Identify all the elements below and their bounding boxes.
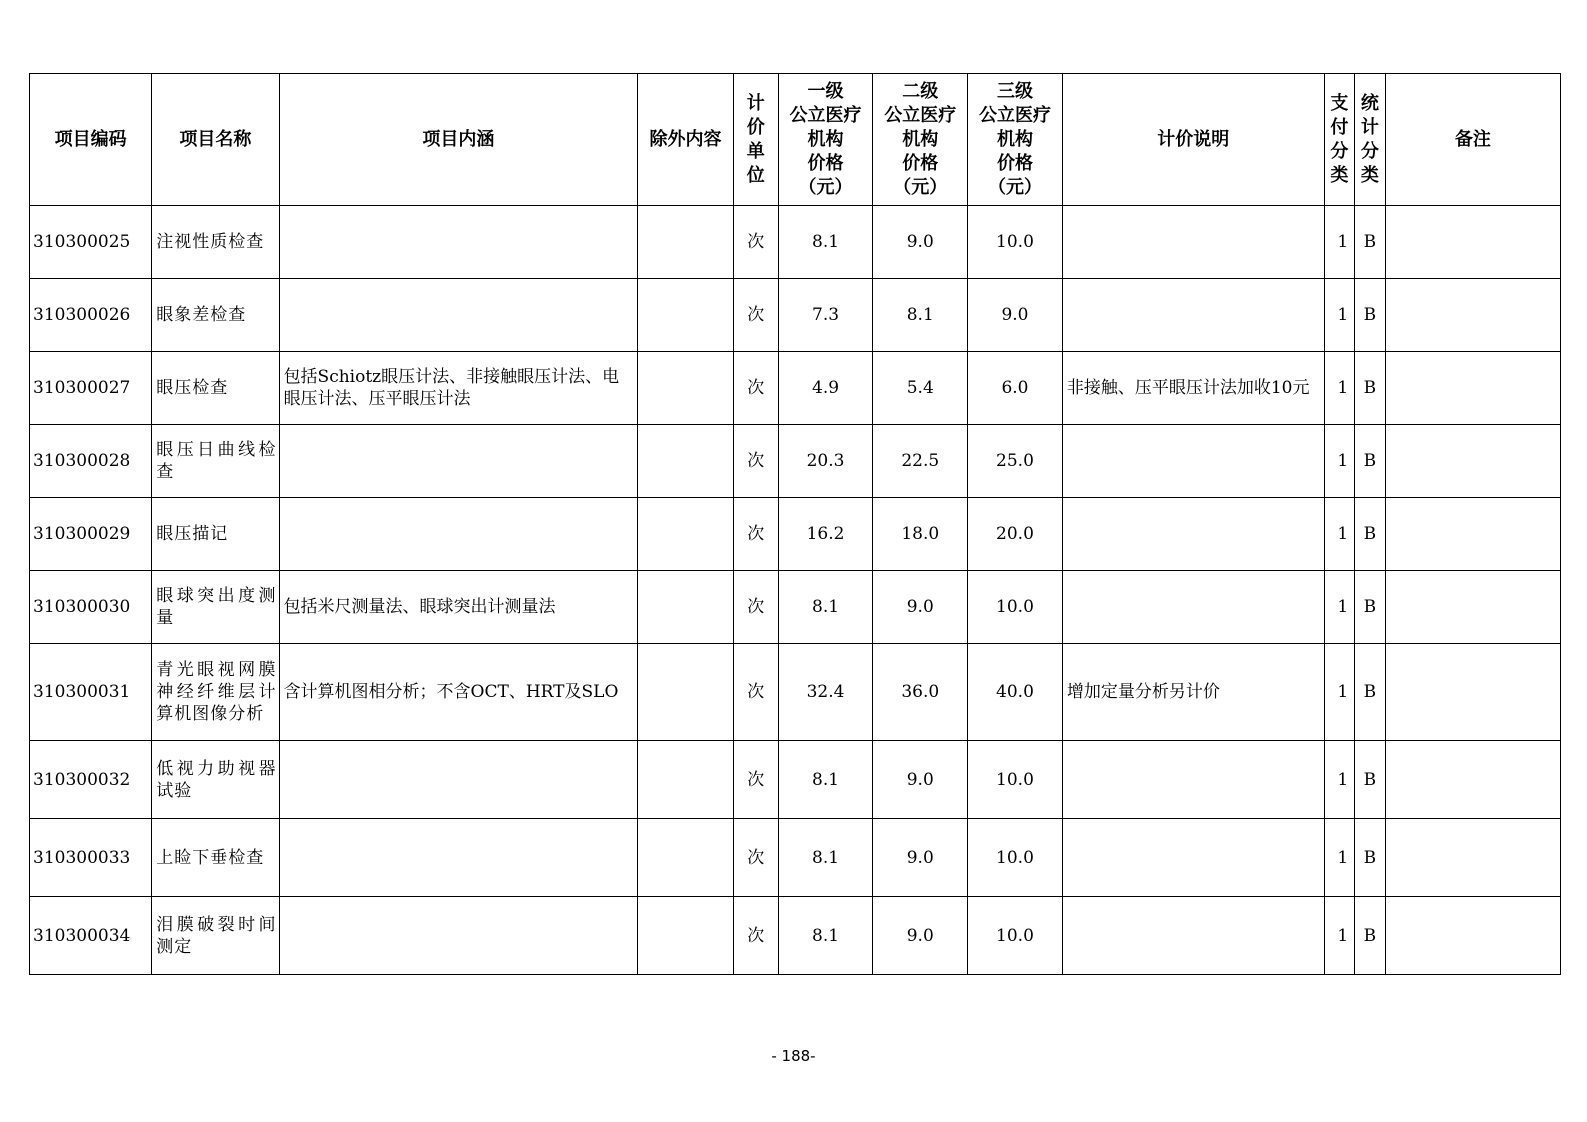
cell-code: 310300026	[30, 279, 152, 352]
cell-content	[279, 279, 638, 352]
cell-content: 包括Schiotz眼压计法、非接触眼压计法、电眼压计法、压平眼压计法	[279, 352, 638, 425]
cell-price-level1: 8.1	[778, 206, 873, 279]
cell-pay-class: 1	[1324, 819, 1355, 897]
cell-stat-class: B	[1355, 819, 1386, 897]
cell-pay-class: 1	[1324, 279, 1355, 352]
cell-content	[279, 425, 638, 498]
cell-stat-class: B	[1355, 741, 1386, 819]
cell-price-level2: 9.0	[873, 897, 968, 975]
table-row	[30, 644, 1561, 741]
cell-code: 310300033	[30, 819, 152, 897]
header-price-level2: 二级 公立医疗 机构 价格 （元）	[873, 74, 968, 206]
cell-content	[279, 819, 638, 897]
price-table	[29, 73, 1561, 975]
cell-excluded	[638, 644, 734, 741]
header-excluded: 除外内容	[638, 74, 734, 206]
cell-stat-class: B	[1355, 279, 1386, 352]
cell-pricing-note	[1062, 425, 1324, 498]
header-code: 项目编码	[30, 74, 152, 206]
table-row	[30, 279, 1561, 352]
cell-price-level3: 10.0	[968, 741, 1063, 819]
cell-pay-class: 1	[1324, 425, 1355, 498]
cell-price-level3: 20.0	[968, 498, 1063, 571]
cell-excluded	[638, 352, 734, 425]
cell-excluded	[638, 741, 734, 819]
table-row	[30, 206, 1561, 279]
header-content: 项目内涵	[279, 74, 638, 206]
cell-price-level1: 8.1	[778, 897, 873, 975]
cell-price-level1: 8.1	[778, 741, 873, 819]
cell-code: 310300030	[30, 571, 152, 644]
cell-remarks	[1385, 819, 1560, 897]
cell-price-level3: 9.0	[968, 279, 1063, 352]
cell-content	[279, 741, 638, 819]
header-pay-class: 支 付 分 类	[1324, 74, 1355, 206]
cell-price-level1: 32.4	[778, 644, 873, 741]
cell-stat-class: B	[1355, 644, 1386, 741]
cell-pricing-note	[1062, 498, 1324, 571]
cell-price-level2: 22.5	[873, 425, 968, 498]
cell-pricing-note	[1062, 741, 1324, 819]
cell-remarks	[1385, 644, 1560, 741]
cell-remarks	[1385, 206, 1560, 279]
cell-code: 310300029	[30, 498, 152, 571]
cell-name: 眼压描记	[152, 498, 279, 571]
table-row	[30, 741, 1561, 819]
cell-price-level1: 8.1	[778, 819, 873, 897]
cell-price-level1: 16.2	[778, 498, 873, 571]
cell-pricing-note: 非接触、压平眼压计法加收10元	[1062, 352, 1324, 425]
cell-price-level3: 40.0	[968, 644, 1063, 741]
cell-unit: 次	[733, 571, 778, 644]
cell-pay-class: 1	[1324, 352, 1355, 425]
header-price-level3: 三级 公立医疗 机构 价格 （元）	[968, 74, 1063, 206]
cell-price-level2: 9.0	[873, 206, 968, 279]
cell-remarks	[1385, 279, 1560, 352]
cell-pay-class: 1	[1324, 644, 1355, 741]
cell-price-level1: 4.9	[778, 352, 873, 425]
cell-pricing-note	[1062, 897, 1324, 975]
header-stat-class: 统 计 分 类	[1355, 74, 1386, 206]
header-name: 项目名称	[152, 74, 279, 206]
cell-unit: 次	[733, 425, 778, 498]
cell-price-level2: 9.0	[873, 819, 968, 897]
cell-name: 低视力助视器试验	[152, 741, 279, 819]
cell-excluded	[638, 279, 734, 352]
cell-remarks	[1385, 425, 1560, 498]
cell-price-level3: 6.0	[968, 352, 1063, 425]
cell-unit: 次	[733, 352, 778, 425]
cell-code: 310300032	[30, 741, 152, 819]
table-row	[30, 571, 1561, 644]
header-row	[30, 74, 1561, 206]
cell-name: 眼球突出度测量	[152, 571, 279, 644]
cell-stat-class: B	[1355, 425, 1386, 498]
cell-content: 包括米尺测量法、眼球突出计测量法	[279, 571, 638, 644]
cell-code: 310300031	[30, 644, 152, 741]
cell-code: 310300028	[30, 425, 152, 498]
cell-content	[279, 897, 638, 975]
cell-unit: 次	[733, 644, 778, 741]
cell-code: 310300025	[30, 206, 152, 279]
cell-price-level3: 25.0	[968, 425, 1063, 498]
cell-code: 310300034	[30, 897, 152, 975]
cell-price-level3: 10.0	[968, 819, 1063, 897]
cell-name: 上睑下垂检查	[152, 819, 279, 897]
cell-excluded	[638, 819, 734, 897]
cell-remarks	[1385, 498, 1560, 571]
cell-content: 含计算机图相分析；不含OCT、HRT及SLO	[279, 644, 638, 741]
cell-price-level3: 10.0	[968, 206, 1063, 279]
cell-price-level1: 8.1	[778, 571, 873, 644]
cell-remarks	[1385, 741, 1560, 819]
cell-pricing-note	[1062, 571, 1324, 644]
cell-unit: 次	[733, 819, 778, 897]
cell-price-level3: 10.0	[968, 897, 1063, 975]
cell-remarks	[1385, 352, 1560, 425]
cell-price-level2: 18.0	[873, 498, 968, 571]
cell-excluded	[638, 425, 734, 498]
cell-name: 泪膜破裂时间测定	[152, 897, 279, 975]
cell-stat-class: B	[1355, 352, 1386, 425]
header-remarks: 备注	[1385, 74, 1560, 206]
table-row	[30, 352, 1561, 425]
cell-content	[279, 498, 638, 571]
cell-pay-class: 1	[1324, 571, 1355, 644]
cell-pricing-note	[1062, 819, 1324, 897]
cell-excluded	[638, 498, 734, 571]
cell-unit: 次	[733, 279, 778, 352]
cell-price-level3: 10.0	[968, 571, 1063, 644]
cell-pay-class: 1	[1324, 206, 1355, 279]
cell-price-level2: 36.0	[873, 644, 968, 741]
page-number: - 188-	[771, 1047, 816, 1065]
cell-excluded	[638, 897, 734, 975]
cell-stat-class: B	[1355, 571, 1386, 644]
cell-unit: 次	[733, 741, 778, 819]
cell-stat-class: B	[1355, 897, 1386, 975]
cell-code: 310300027	[30, 352, 152, 425]
cell-pricing-note: 增加定量分析另计价	[1062, 644, 1324, 741]
header-unit: 计 价 单 位	[733, 74, 778, 206]
cell-name: 眼压检查	[152, 352, 279, 425]
cell-excluded	[638, 571, 734, 644]
cell-pricing-note	[1062, 279, 1324, 352]
cell-content	[279, 206, 638, 279]
cell-unit: 次	[733, 206, 778, 279]
cell-price-level1: 20.3	[778, 425, 873, 498]
cell-name: 眼压日曲线检查	[152, 425, 279, 498]
table-row	[30, 819, 1561, 897]
table-row	[30, 897, 1561, 975]
cell-price-level2: 9.0	[873, 571, 968, 644]
cell-pay-class: 1	[1324, 897, 1355, 975]
table-row	[30, 425, 1561, 498]
cell-pay-class: 1	[1324, 498, 1355, 571]
cell-price-level2: 5.4	[873, 352, 968, 425]
cell-price-level2: 8.1	[873, 279, 968, 352]
cell-name: 青光眼视网膜神经纤维层计算机图像分析	[152, 644, 279, 741]
cell-price-level1: 7.3	[778, 279, 873, 352]
cell-unit: 次	[733, 498, 778, 571]
cell-name: 注视性质检查	[152, 206, 279, 279]
cell-unit: 次	[733, 897, 778, 975]
cell-stat-class: B	[1355, 206, 1386, 279]
cell-remarks	[1385, 897, 1560, 975]
cell-excluded	[638, 206, 734, 279]
cell-pay-class: 1	[1324, 741, 1355, 819]
header-price-level1: 一级 公立医疗 机构 价格 （元）	[778, 74, 873, 206]
cell-stat-class: B	[1355, 498, 1386, 571]
header-pricing-note: 计价说明	[1062, 74, 1324, 206]
cell-pricing-note	[1062, 206, 1324, 279]
table-row	[30, 498, 1561, 571]
cell-remarks	[1385, 571, 1560, 644]
cell-price-level2: 9.0	[873, 741, 968, 819]
cell-name: 眼象差检查	[152, 279, 279, 352]
